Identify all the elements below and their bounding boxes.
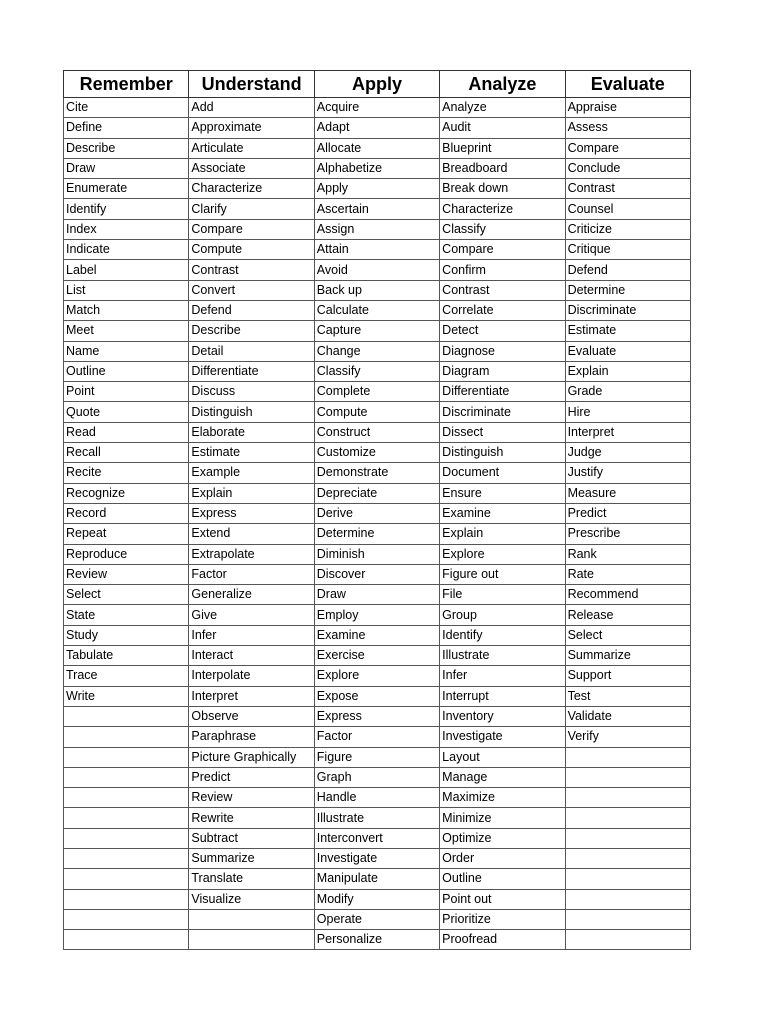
cell-analyze: Break down <box>440 179 565 199</box>
cell-analyze: Explain <box>440 524 565 544</box>
cell-apply: Factor <box>314 727 439 747</box>
cell-understand: Convert <box>189 280 314 300</box>
cell-apply: Customize <box>314 443 439 463</box>
table-row <box>64 260 691 280</box>
cell-analyze: Detect <box>440 321 565 341</box>
cell-evaluate: Recommend <box>565 585 690 605</box>
cell-remember: Enumerate <box>64 179 189 199</box>
cell-remember: Write <box>64 686 189 706</box>
table-row <box>64 240 691 260</box>
cell-remember: Quote <box>64 402 189 422</box>
cell-apply: Derive <box>314 503 439 523</box>
table-row <box>64 727 691 747</box>
cell-evaluate <box>565 828 690 848</box>
cell-evaluate: Conclude <box>565 158 690 178</box>
cell-analyze: Proofread <box>440 930 565 950</box>
cell-understand: Translate <box>189 869 314 889</box>
cell-evaluate: Rate <box>565 564 690 584</box>
cell-understand: Articulate <box>189 138 314 158</box>
cell-understand: Distinguish <box>189 402 314 422</box>
cell-understand: Paraphrase <box>189 727 314 747</box>
cell-analyze: Investigate <box>440 727 565 747</box>
cell-analyze: Optimize <box>440 828 565 848</box>
table-row <box>64 361 691 381</box>
cell-evaluate: Rank <box>565 544 690 564</box>
cell-remember: Select <box>64 585 189 605</box>
table-row <box>64 828 691 848</box>
cell-evaluate: Critique <box>565 240 690 260</box>
cell-evaluate: Appraise <box>565 98 690 118</box>
cell-apply: Depreciate <box>314 483 439 503</box>
table-row <box>64 219 691 239</box>
cell-apply: Modify <box>314 889 439 909</box>
cell-remember <box>64 767 189 787</box>
cell-evaluate: Summarize <box>565 646 690 666</box>
cell-analyze: Blueprint <box>440 138 565 158</box>
table-row <box>64 483 691 503</box>
header-evaluate: Evaluate <box>565 71 690 98</box>
cell-understand: Elaborate <box>189 422 314 442</box>
cell-apply: Attain <box>314 240 439 260</box>
cell-apply: Employ <box>314 605 439 625</box>
cell-apply: Handle <box>314 788 439 808</box>
header-apply: Apply <box>314 71 439 98</box>
cell-understand: Factor <box>189 564 314 584</box>
cell-understand: Compute <box>189 240 314 260</box>
cell-analyze: Dissect <box>440 422 565 442</box>
cell-apply: Acquire <box>314 98 439 118</box>
cell-analyze: File <box>440 585 565 605</box>
cell-apply: Back up <box>314 280 439 300</box>
cell-understand: Subtract <box>189 828 314 848</box>
cell-analyze: Identify <box>440 625 565 645</box>
cell-analyze: Diagram <box>440 361 565 381</box>
cell-evaluate <box>565 889 690 909</box>
cell-analyze: Examine <box>440 503 565 523</box>
cell-apply: Manipulate <box>314 869 439 889</box>
cell-apply: Calculate <box>314 300 439 320</box>
cell-evaluate: Counsel <box>565 199 690 219</box>
cell-analyze: Confirm <box>440 260 565 280</box>
cell-apply: Compute <box>314 402 439 422</box>
table-row <box>64 585 691 605</box>
cell-apply: Examine <box>314 625 439 645</box>
cell-analyze: Analyze <box>440 98 565 118</box>
table-row <box>64 564 691 584</box>
cell-remember <box>64 909 189 929</box>
cell-remember: Describe <box>64 138 189 158</box>
cell-understand: Interpolate <box>189 666 314 686</box>
cell-apply: Exercise <box>314 646 439 666</box>
cell-evaluate: Hire <box>565 402 690 422</box>
cell-evaluate: Judge <box>565 443 690 463</box>
cell-understand: Differentiate <box>189 361 314 381</box>
cell-remember: Trace <box>64 666 189 686</box>
blooms-verb-table <box>63 70 691 950</box>
cell-apply: Capture <box>314 321 439 341</box>
cell-understand: Picture Graphically <box>189 747 314 767</box>
cell-apply: Ascertain <box>314 199 439 219</box>
table-row <box>64 503 691 523</box>
table-row <box>64 666 691 686</box>
cell-understand: Contrast <box>189 260 314 280</box>
cell-apply: Interconvert <box>314 828 439 848</box>
table-row <box>64 422 691 442</box>
cell-evaluate: Criticize <box>565 219 690 239</box>
cell-understand: Review <box>189 788 314 808</box>
cell-evaluate: Evaluate <box>565 341 690 361</box>
cell-understand: Example <box>189 463 314 483</box>
cell-remember <box>64 930 189 950</box>
table-row <box>64 118 691 138</box>
cell-analyze: Correlate <box>440 300 565 320</box>
cell-apply: Alphabetize <box>314 158 439 178</box>
cell-apply: Operate <box>314 909 439 929</box>
cell-evaluate: Estimate <box>565 321 690 341</box>
cell-evaluate: Prescribe <box>565 524 690 544</box>
table-row <box>64 341 691 361</box>
cell-understand: Predict <box>189 767 314 787</box>
table-row <box>64 605 691 625</box>
cell-evaluate <box>565 767 690 787</box>
cell-remember <box>64 747 189 767</box>
cell-analyze: Audit <box>440 118 565 138</box>
cell-evaluate: Validate <box>565 706 690 726</box>
table-row <box>64 280 691 300</box>
cell-remember <box>64 869 189 889</box>
cell-remember <box>64 828 189 848</box>
cell-apply: Avoid <box>314 260 439 280</box>
cell-remember <box>64 889 189 909</box>
cell-apply: Graph <box>314 767 439 787</box>
table-row <box>64 889 691 909</box>
cell-evaluate <box>565 930 690 950</box>
cell-apply: Explore <box>314 666 439 686</box>
cell-apply: Expose <box>314 686 439 706</box>
cell-understand: Defend <box>189 300 314 320</box>
cell-evaluate: Justify <box>565 463 690 483</box>
cell-understand: Summarize <box>189 848 314 868</box>
cell-understand: Give <box>189 605 314 625</box>
cell-analyze: Classify <box>440 219 565 239</box>
cell-evaluate: Measure <box>565 483 690 503</box>
cell-analyze: Maximize <box>440 788 565 808</box>
cell-apply: Assign <box>314 219 439 239</box>
cell-understand: Associate <box>189 158 314 178</box>
table-row <box>64 686 691 706</box>
cell-understand: Interact <box>189 646 314 666</box>
cell-understand: Extrapolate <box>189 544 314 564</box>
table-body <box>64 98 691 950</box>
cell-evaluate: Predict <box>565 503 690 523</box>
cell-understand: Add <box>189 98 314 118</box>
cell-remember <box>64 808 189 828</box>
table-row <box>64 443 691 463</box>
cell-remember: Tabulate <box>64 646 189 666</box>
cell-understand: Clarify <box>189 199 314 219</box>
cell-evaluate <box>565 909 690 929</box>
table-row <box>64 544 691 564</box>
cell-understand: Detail <box>189 341 314 361</box>
cell-remember: Record <box>64 503 189 523</box>
cell-analyze: Prioritize <box>440 909 565 929</box>
cell-analyze: Manage <box>440 767 565 787</box>
cell-apply: Allocate <box>314 138 439 158</box>
cell-evaluate: Contrast <box>565 179 690 199</box>
table-row <box>64 402 691 422</box>
cell-analyze: Illustrate <box>440 646 565 666</box>
cell-analyze: Figure out <box>440 564 565 584</box>
table-row <box>64 382 691 402</box>
cell-remember: Repeat <box>64 524 189 544</box>
cell-remember: Review <box>64 564 189 584</box>
table-row <box>64 179 691 199</box>
cell-understand: Characterize <box>189 179 314 199</box>
cell-evaluate: Grade <box>565 382 690 402</box>
cell-evaluate <box>565 808 690 828</box>
cell-apply: Complete <box>314 382 439 402</box>
cell-analyze: Distinguish <box>440 443 565 463</box>
table-row <box>64 848 691 868</box>
table-row <box>64 747 691 767</box>
cell-remember: Indicate <box>64 240 189 260</box>
table-row <box>64 706 691 726</box>
table-row <box>64 524 691 544</box>
table-row <box>64 625 691 645</box>
cell-evaluate <box>565 869 690 889</box>
table-row <box>64 138 691 158</box>
table-row <box>64 321 691 341</box>
cell-apply: Demonstrate <box>314 463 439 483</box>
cell-remember: Point <box>64 382 189 402</box>
cell-apply: Figure <box>314 747 439 767</box>
cell-understand: Discuss <box>189 382 314 402</box>
cell-remember: Match <box>64 300 189 320</box>
table-row <box>64 930 691 950</box>
cell-remember: Reproduce <box>64 544 189 564</box>
cell-understand <box>189 930 314 950</box>
cell-remember: Cite <box>64 98 189 118</box>
cell-apply: Illustrate <box>314 808 439 828</box>
cell-apply: Adapt <box>314 118 439 138</box>
cell-remember: State <box>64 605 189 625</box>
cell-apply: Diminish <box>314 544 439 564</box>
cell-remember: Define <box>64 118 189 138</box>
header-understand: Understand <box>189 71 314 98</box>
cell-analyze: Ensure <box>440 483 565 503</box>
table-row <box>64 158 691 178</box>
cell-evaluate: Verify <box>565 727 690 747</box>
cell-evaluate: Support <box>565 666 690 686</box>
cell-analyze: Infer <box>440 666 565 686</box>
cell-evaluate: Interpret <box>565 422 690 442</box>
table-row <box>64 98 691 118</box>
table-row <box>64 463 691 483</box>
cell-evaluate: Determine <box>565 280 690 300</box>
cell-analyze: Breadboard <box>440 158 565 178</box>
table-row <box>64 808 691 828</box>
cell-evaluate: Assess <box>565 118 690 138</box>
cell-evaluate: Select <box>565 625 690 645</box>
cell-remember <box>64 788 189 808</box>
table-row <box>64 300 691 320</box>
cell-understand: Express <box>189 503 314 523</box>
cell-remember: Draw <box>64 158 189 178</box>
cell-understand: Approximate <box>189 118 314 138</box>
table-row <box>64 767 691 787</box>
cell-apply: Determine <box>314 524 439 544</box>
cell-remember: Recognize <box>64 483 189 503</box>
cell-analyze: Differentiate <box>440 382 565 402</box>
cell-understand: Rewrite <box>189 808 314 828</box>
cell-remember: Read <box>64 422 189 442</box>
cell-apply: Discover <box>314 564 439 584</box>
cell-apply: Personalize <box>314 930 439 950</box>
cell-understand: Visualize <box>189 889 314 909</box>
cell-remember: Identify <box>64 199 189 219</box>
cell-analyze: Order <box>440 848 565 868</box>
cell-remember: Label <box>64 260 189 280</box>
cell-remember <box>64 706 189 726</box>
cell-apply: Classify <box>314 361 439 381</box>
cell-apply: Express <box>314 706 439 726</box>
cell-remember: Recite <box>64 463 189 483</box>
cell-analyze: Minimize <box>440 808 565 828</box>
table-row <box>64 869 691 889</box>
cell-understand: Observe <box>189 706 314 726</box>
cell-analyze: Compare <box>440 240 565 260</box>
cell-analyze: Diagnose <box>440 341 565 361</box>
cell-evaluate: Release <box>565 605 690 625</box>
header-remember: Remember <box>64 71 189 98</box>
cell-remember <box>64 727 189 747</box>
cell-analyze: Discriminate <box>440 402 565 422</box>
cell-remember: Index <box>64 219 189 239</box>
cell-evaluate: Discriminate <box>565 300 690 320</box>
cell-analyze: Outline <box>440 869 565 889</box>
cell-evaluate: Test <box>565 686 690 706</box>
header-row <box>64 71 691 98</box>
cell-remember: Meet <box>64 321 189 341</box>
cell-evaluate <box>565 788 690 808</box>
cell-understand: Explain <box>189 483 314 503</box>
cell-remember: Recall <box>64 443 189 463</box>
cell-evaluate <box>565 747 690 767</box>
cell-apply: Construct <box>314 422 439 442</box>
table-row <box>64 788 691 808</box>
cell-understand: Generalize <box>189 585 314 605</box>
cell-apply: Apply <box>314 179 439 199</box>
cell-understand <box>189 909 314 929</box>
cell-analyze: Layout <box>440 747 565 767</box>
cell-understand: Interpret <box>189 686 314 706</box>
cell-understand: Estimate <box>189 443 314 463</box>
cell-remember: Name <box>64 341 189 361</box>
cell-analyze: Inventory <box>440 706 565 726</box>
cell-apply: Investigate <box>314 848 439 868</box>
cell-evaluate: Defend <box>565 260 690 280</box>
cell-apply: Draw <box>314 585 439 605</box>
table-row <box>64 909 691 929</box>
cell-evaluate: Explain <box>565 361 690 381</box>
header-analyze: Analyze <box>440 71 565 98</box>
cell-evaluate: Compare <box>565 138 690 158</box>
table-row <box>64 199 691 219</box>
cell-analyze: Document <box>440 463 565 483</box>
table-row <box>64 646 691 666</box>
cell-remember: Outline <box>64 361 189 381</box>
cell-understand: Compare <box>189 219 314 239</box>
cell-analyze: Interrupt <box>440 686 565 706</box>
cell-analyze: Characterize <box>440 199 565 219</box>
cell-understand: Describe <box>189 321 314 341</box>
cell-analyze: Contrast <box>440 280 565 300</box>
cell-understand: Infer <box>189 625 314 645</box>
cell-analyze: Point out <box>440 889 565 909</box>
cell-remember: Study <box>64 625 189 645</box>
cell-analyze: Explore <box>440 544 565 564</box>
cell-understand: Extend <box>189 524 314 544</box>
cell-analyze: Group <box>440 605 565 625</box>
cell-remember: List <box>64 280 189 300</box>
cell-remember <box>64 848 189 868</box>
cell-evaluate <box>565 848 690 868</box>
cell-apply: Change <box>314 341 439 361</box>
